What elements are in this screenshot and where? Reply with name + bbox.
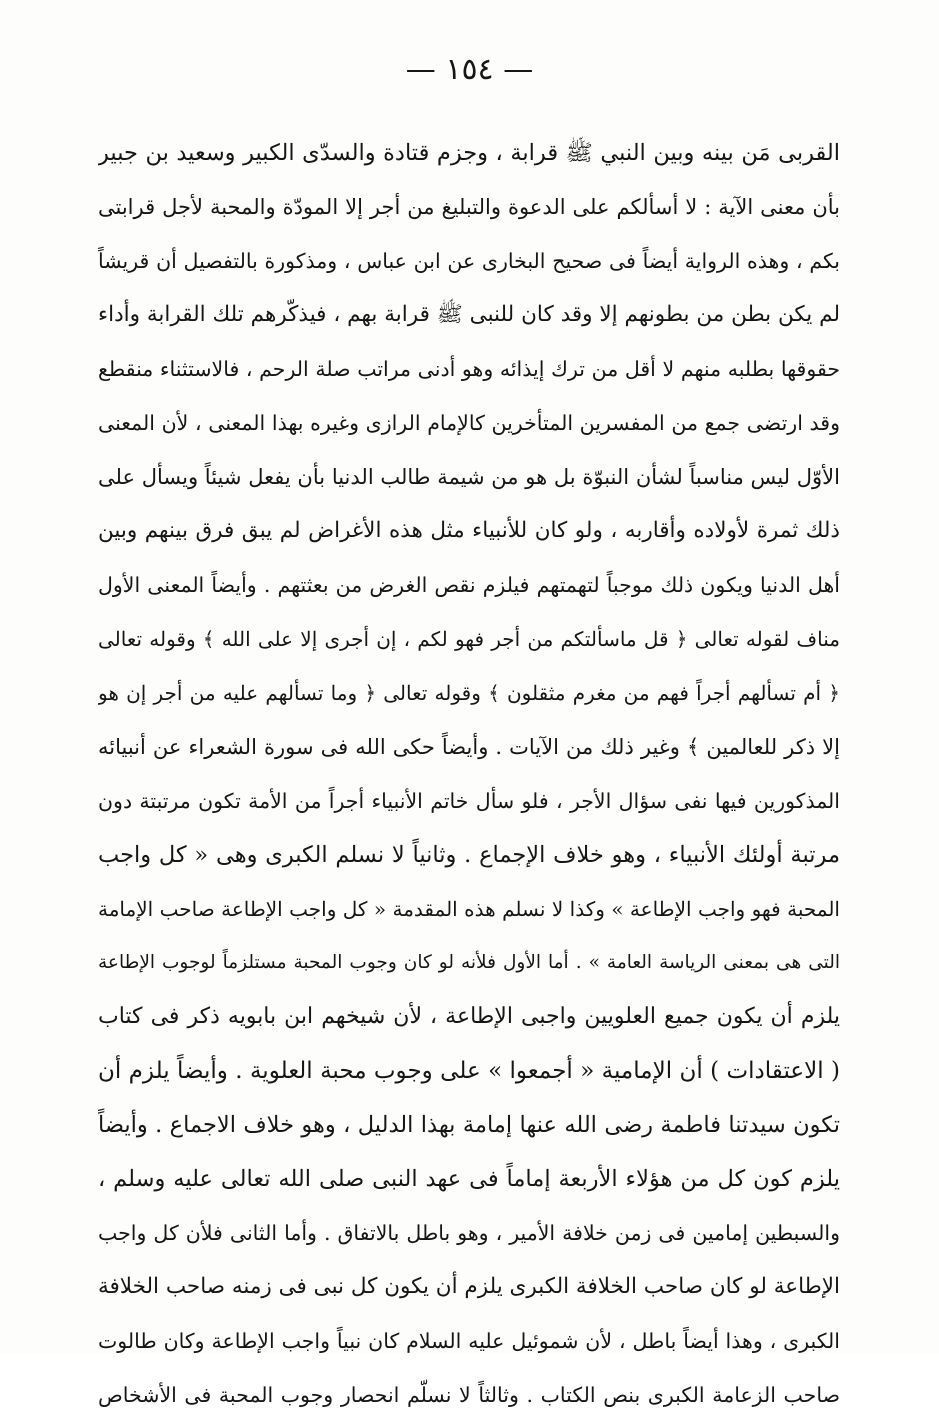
text-line: والسبطين إمامين فى زمن خلافة الأمير ، وهو باطل بالاتفاق . وأما الثانى فلأن كل واجب [98, 1221, 840, 1245]
text-line: ذلك ثمرة لأولاده وأقاربه ، ولو كان للأنبياء مثل هذه الأغراض لم يبق فرق بينهم وبين [98, 518, 840, 543]
text-line: مرتبة أولئك الأنبياء ، وهو خلاف الإجماع . وثانياً لا نسلم الكبرى وهى « كل واجب [98, 842, 840, 868]
text-line: الإطاعة لو كان صاحب الخلافة الكبرى يلزم أن يكون كل نبى فى زمنه صاحب الخلافة [98, 1274, 840, 1299]
text-line: الكبرى ، وهذا أيضاً باطل ، لأن شموئيل عليه السلام كان نبياً واجب الإطاعة وكان طالوت [98, 1329, 840, 1353]
text-line: تكون سيدتنا فاطمة رضى الله عنها إمامة بهذا الدليل ، وهو خلاف الاجماع . وأيضاً [98, 1112, 840, 1138]
text-line: المحبة فهو واجب الإطاعة » وكذا لا نسلم هذه المقدمة « كل واجب الإطاعة صاحب الإمامة [98, 897, 840, 921]
page-number: — ١٥٤ — [405, 52, 534, 87]
text-line: حقوقها بطلبه منهم لا أقل من ترك إيذائه وهو أدنى مراتب صلة الرحم ، فالاستثناء منقطع [98, 357, 840, 381]
text-line: لم يكن بطن من بطونهم إلا وقد كان للنبى ﷺ قرابة بهم ، فيذكّرهم تلك القرابة وأداء [98, 302, 840, 327]
text-line: صاحب الزعامة الكبرى بنص الكتاب . وثالثاً لا نسلّم انحصار وجوب المحبة فى الأشخاص [98, 1383, 840, 1407]
text-line: بكم ، وهذه الرواية أيضاً فى صحيح البخارى عن ابن عباس ، ومذكورة بالتفصيل أن قريشاً [98, 249, 840, 273]
body-text [98, 126, 840, 1422]
text-line: بأن معنى الآية : لا أسألكم على الدعوة والتبليغ من أجر إلا المودّة والمحبة لأجل قرابتى [98, 195, 840, 219]
text-line: التى هى بمعنى الرياسة العامة » . أما الأول فلأنه لو كان وجوب المحبة مستلزماً لوجوب الإطاعة [98, 952, 840, 973]
text-line: أهل الدنيا ويكون ذلك موجباً لتهمتهم فيلزم نقص الغرض من بعثتهم . وأيضاً المعنى الأول [98, 573, 840, 597]
text-line: ( الاعتقادات ) أن الإمامية « أجمعوا » على وجوب محبة العلوية . وأيضاً يلزم أن [98, 1058, 840, 1084]
text-line: الأوّل ليس مناسباً لشأن النبوّة بل هو من شيمة طالب الدنيا بأن يفعل شيئاً ويسأل على [98, 465, 840, 489]
text-line: المذكورين فيها نفى سؤال الأجر ، فلو سأل خاتم الأنبياء أجراً من الأمة تكون مرتبتة دون [98, 789, 840, 813]
text-line: يلزم أن يكون جميع العلويين واجبى الإطاعة ، لأن شيخهم ابن بابويه ذكر فى كتاب [98, 1004, 840, 1029]
text-line: إلا ذكر للعالمين ﴾ وغير ذلك من الآيات . وأيضاً حكى الله فى سورة الشعراء عن أنبيائه [98, 735, 840, 759]
text-line: وقد ارتضى جمع من المفسرين المتأخرين كالإمام الرازى وغيره بهذا المعنى ، لأن المعنى [98, 411, 840, 435]
text-line: ﴿ أم تسألهم أجراً فهم من مغرم مثقلون ﴾ وقوله تعالى ﴿ وما تسألهم عليه من أجر إن هو [98, 681, 840, 705]
text-line: مناف لقوله تعالى ﴿ قل ماسألتكم من أجر فهو لكم ، إن أجرى إلا على الله ﴾ وقوله تعالى [98, 627, 840, 651]
text-line: القربى مَن بينه وبين النبي ﷺ قرابة ، وجزم قتادة والسدّى الكبير وسعيد بن جبير [98, 140, 840, 166]
text-line: يلزم كون كل من هؤلاء الأربعة إماماً فى عهد النبى صلى الله تعالى عليه وسلم ، [98, 1166, 840, 1192]
